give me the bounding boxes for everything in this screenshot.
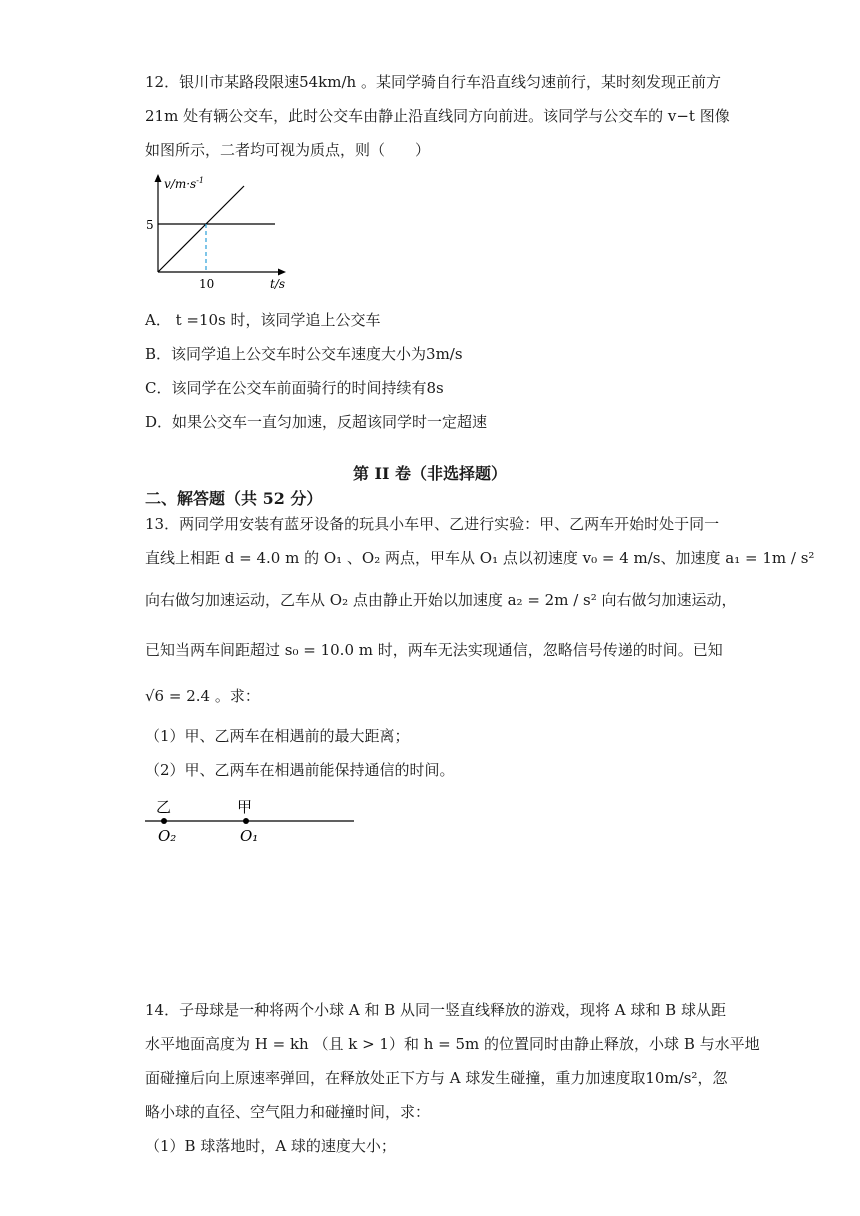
vt-graph bbox=[140, 170, 290, 295]
q13-line-4: 已知当两车间距超过 s₀ = 10.0 m 时，两车无法实现通信，忽略信号传递的时间。已知 bbox=[145, 641, 723, 659]
q12-line-2: 21m 处有辆公交车，此时公交车由静止沿直线同方向前进。该同学与公交车的 v−t 图像 bbox=[145, 107, 730, 125]
q13-line-5: √6 = 2.4 。求： bbox=[145, 687, 260, 705]
point-o1 bbox=[243, 818, 249, 824]
point-o2 bbox=[161, 818, 167, 824]
q13-question-1: （1）甲、乙两车在相遇前的最大距离； bbox=[145, 727, 410, 745]
x-tick-10: 10 bbox=[199, 277, 215, 291]
q13-line-1: 13．两同学用安装有蓝牙设备的玩具小车甲、乙进行实验：甲、乙两车开始时处于同一 bbox=[145, 515, 720, 533]
q12-option-c: C．该同学在公交车前面骑行的时间持续有8s bbox=[145, 379, 444, 397]
q13-question-2: （2）甲、乙两车在相遇前能保持通信的时间。 bbox=[145, 761, 455, 779]
q13-line-3: 向右做匀加速运动，乙车从 O₂ 点由静止开始以加速度 a₂ = 2m / s² 向右做匀加速运动， bbox=[145, 591, 737, 609]
q14-line-1: 14．子母球是一种将两个小球 A 和 B 从同一竖直线释放的游戏，现将 A 球和 B 球从距 bbox=[145, 1001, 726, 1019]
y-axis-label: $v/m\cdot s^{-1}$ bbox=[164, 176, 204, 191]
q14-question-1: （1）B 球落地时，A 球的速度大小； bbox=[145, 1137, 396, 1155]
bus-line bbox=[158, 186, 244, 272]
y-tick-5: 5 bbox=[146, 218, 154, 232]
q14-line-3: 面碰撞后向上原速率弹回，在释放处正下方与 A 球发生碰撞，重力加速度取10m/s²，忽 bbox=[145, 1069, 728, 1087]
part2-heading: 二、解答题（共 52 分） bbox=[145, 489, 323, 508]
label-jia: 甲 bbox=[237, 798, 253, 816]
q12-line-3: 如图所示，二者均可视为质点，则（ ） bbox=[145, 141, 431, 159]
q14-line-4: 略小球的直径、空气阻力和碰撞时间，求： bbox=[145, 1103, 431, 1121]
q12-line-1: 12．银川市某路段限速54km/h 。某同学骑自行车沿直线匀速前行，某时刻发现正前方 bbox=[145, 73, 721, 91]
label-o2: O₂ bbox=[158, 827, 177, 845]
q13-line-2: 直线上相距 d = 4.0 m 的 O₁ 、O₂ 两点，甲车从 O₁ 点以初速度 v₀ = 4 m/s、加速度 a₁ = 1m / s² bbox=[145, 549, 815, 567]
cars-diagram bbox=[140, 795, 370, 855]
label-yi: 乙 bbox=[156, 798, 172, 816]
label-o1: O₁ bbox=[240, 827, 259, 845]
q12-option-d: D．如果公交车一直匀加速，反超该同学时一定超速 bbox=[145, 413, 488, 431]
part2-title: 第 II 卷（非选择题） bbox=[352, 464, 508, 483]
q12-option-b: B．该同学追上公交车时公交车速度大小为3m/s bbox=[145, 345, 463, 363]
q14-line-2: 水平地面高度为 H = kh （且 k > 1）和 h = 5m 的位置同时由静止释放，小球 B 与水平地 bbox=[145, 1035, 760, 1053]
x-axis-label: t/s bbox=[270, 277, 286, 291]
q12-option-a: A． t =10s 时，该同学追上公交车 bbox=[145, 311, 381, 329]
